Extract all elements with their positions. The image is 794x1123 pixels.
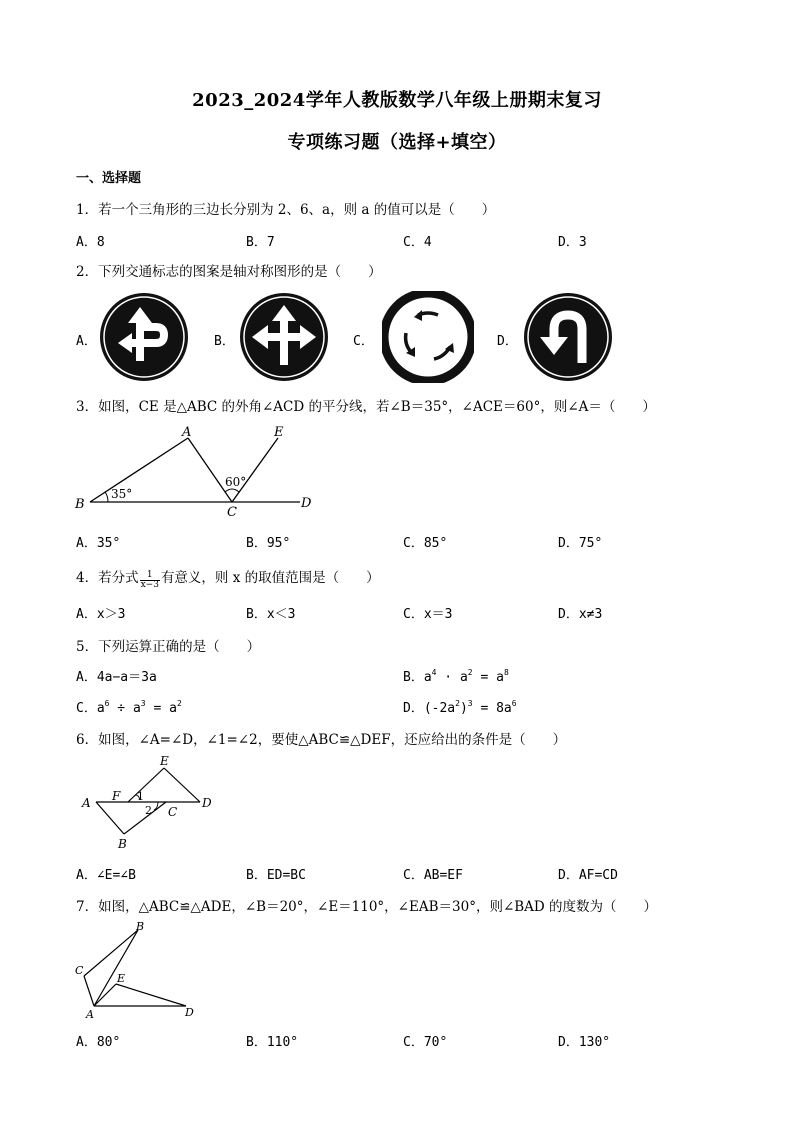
q3-label-d: D — [301, 496, 312, 511]
q3-label-a: A — [182, 425, 192, 440]
q6-option-d: D．AF=CD — [558, 868, 618, 883]
q5-option-d: D．$(-2a^2)^3 = 8a^6$ — [403, 699, 517, 716]
q7-option-c: C．70° — [403, 1035, 448, 1050]
q3-label-c: C — [227, 505, 237, 520]
q2-option-a-label: A． — [76, 334, 97, 349]
q7-label-e: E — [117, 972, 126, 985]
q4-fraction-denominator: x−3 — [140, 580, 159, 590]
q7-option-a: A．80° — [76, 1035, 121, 1050]
q7-label-c: C — [75, 964, 84, 977]
q3-option-a: A．35° — [76, 536, 121, 551]
q1-option-b: B．7 — [246, 235, 275, 250]
question-6-stem: 6．如图，∠A=∠D，∠1=∠2，要使△ABC≌△DEF，还应给出的条件是（ ） — [76, 732, 567, 748]
q3-option-c: C．85° — [403, 536, 448, 551]
question-1-stem: 1．若一个三角形的三边长分别为 2、6、a，则 a 的值可以是（ ） — [76, 202, 496, 218]
q4-fraction — [140, 571, 160, 590]
q4-option-a: A．x＞3 — [76, 607, 126, 622]
straight-or-right-arrow-sign-icon — [98, 291, 190, 387]
q4-option-d: D．x≠3 — [558, 607, 603, 622]
roundabout-arrows-sign-icon — [382, 291, 474, 387]
q4-stem-prefix: 4．若分式 — [76, 570, 139, 586]
question-3-stem: 3．如图，CE 是△ABC 的外角∠ACD 的平分线，若∠B＝35°，∠ACE＝60°，则∠A＝（ ） — [76, 399, 656, 415]
question-5-stem: 5．下列运算正确的是（ ） — [76, 639, 261, 655]
q5-option-c: C．$a^6 \div a^3 = a^2$ — [76, 699, 182, 716]
q6-label-d: D — [202, 796, 212, 810]
q7-option-d: D．130° — [558, 1035, 611, 1050]
question-2-stem: 2．下列交通标志的图案是轴对称图形的是（ ） — [76, 264, 382, 280]
q3-angle-c: 60° — [225, 475, 247, 489]
q6-option-b: B．ED=BC — [246, 868, 306, 883]
q1-option-a: A．8 — [76, 235, 105, 250]
q6-quadrilateral-figure — [78, 752, 228, 856]
q3-label-e: E — [274, 425, 284, 440]
q7-label-b: B — [136, 920, 145, 933]
q6-label-a: A — [82, 796, 91, 810]
question-7-stem: 7．如图，△ABC≌△ADE，∠B＝20°，∠E＝110°，∠EAB＝30°，则∠BAD 的度数为（ ） — [76, 899, 658, 915]
q6-option-c: C．AB=EF — [403, 868, 463, 883]
title-line2: 专项练习题（选择+填空） — [287, 132, 507, 153]
q1-option-c: C．4 — [403, 235, 432, 250]
q2-option-b-label: B． — [214, 334, 235, 349]
q5-option-a: A．4a−a＝3a — [76, 670, 157, 685]
section-heading-choice: 一、选择题 — [76, 171, 142, 186]
q3-label-b: B — [75, 497, 85, 512]
q5-option-b: B．$a^4 \cdot a^2 = a^8$ — [403, 668, 509, 685]
q6-angle-2: 2 — [145, 804, 152, 817]
q3-option-d: D．75° — [558, 536, 603, 551]
q6-option-a: A．∠E=∠B — [76, 868, 136, 883]
u-turn-arrow-sign-icon — [522, 291, 614, 387]
q6-label-e: E — [160, 754, 169, 768]
four-way-arrows-sign-icon — [238, 291, 330, 387]
q1-option-d: D．3 — [558, 235, 587, 250]
q4-stem-suffix: 有意义，则 x 的取值范围是（ ） — [160, 570, 380, 586]
q2-option-c-label: C． — [353, 334, 374, 349]
q7-option-b: B．110° — [246, 1035, 299, 1050]
q2-option-d-label: D． — [497, 334, 518, 349]
q4-fraction-numerator: 1 — [140, 571, 160, 581]
title-line1: 2023_2024学年人教版数学八年级上册期末复习 — [192, 90, 602, 111]
q3-triangle-figure — [70, 420, 330, 524]
q3-option-b: B．95° — [246, 536, 291, 551]
q7-label-d: D — [185, 1006, 194, 1019]
q6-label-b: B — [118, 837, 127, 851]
q7-label-a: A — [86, 1008, 94, 1021]
q6-label-c: C — [168, 805, 178, 819]
q4-option-c: C．x＝3 — [403, 607, 453, 622]
q6-angle-1: 1 — [137, 790, 144, 803]
q6-label-f: F — [112, 789, 121, 803]
question-4-stem — [76, 566, 380, 590]
q3-angle-b: 35° — [111, 487, 133, 501]
q7-triangles-figure — [70, 918, 210, 1026]
q4-option-b: B．x＜3 — [246, 607, 296, 622]
